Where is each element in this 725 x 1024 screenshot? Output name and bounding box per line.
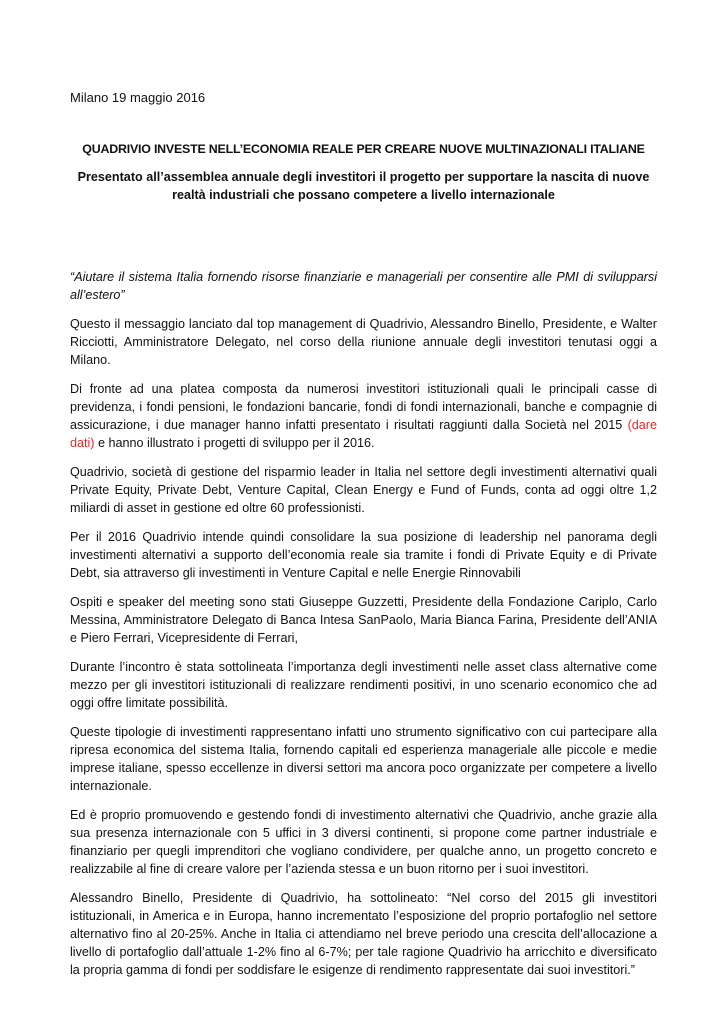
paragraph-8: Ed è proprio promuovendo e gestendo fondi di investimento alternativi che Quadrivio, anche grazie alla sua presenza internazionale con 5 uffici in 3 diversi continenti, si propone come partner industriale e finanziario per quegli imprenditori che vogliano condividere, per qualche anno, un progetto concreto e realizzabile al fine di creare valore per l’azienda stessa e un buon ritorno per i suoi investitori.: [70, 808, 657, 876]
document-body: [70, 268, 657, 990]
paragraph-2: [70, 380, 657, 452]
paragraph-9: Alessandro Binello, Presidente di Quadrivio, ha sottolineato: “Nel corso del 2015 gli investitori istituzionali, in America e in Europa, hanno incrementato l’esposizione del proprio portafoglio nel settore alternativo fino al 20-25%. Anche in Italia ci attendiamo nel breve periodo una crescita dell’allocazione a livello di portafoglio dall’attuale 1-2% fino al 6-7%; per tale ragione Quadrivio ha arricchito e diversificato la propria gamma di fondi per soddisfare le esigenze di rendimento rappresentate dai suoi investitori.”: [70, 891, 657, 977]
headline: QUADRIVIO INVESTE NELL’ECONOMIA REALE PER CREARE NUOVE MULTINAZIONALI ITALIANE: [82, 142, 645, 156]
paragraph-3: Quadrivio, società di gestione del risparmio leader in Italia nel settore degli investimenti alternativi quali Private Equity, Private Debt, Venture Capital, Clean Energy e Fund of Funds, conta ad oggi oltre 1,2 miliardi di asset in gestione ed oltre 60 professionisti.: [70, 465, 657, 515]
paragraph-1: Questo il messaggio lanciato dal top management di Quadrivio, Alessandro Binello, Presidente, e Walter Ricciotti, Amministratore Delegato, nel corso della riunione annuale degli investitori tenutasi oggi a Milano.: [70, 317, 657, 367]
paragraph-2-text-start: Di fronte ad una platea composta da numerosi investitori istituzionali quali le principali casse di previdenza, i fondi pensioni, le fondazioni bancarie, fondi di fondi internazionali, banche e compagnie di assicurazione, i due manager hanno infatti presentato i risultati raggiunti dalla Società nel 2015: [70, 382, 657, 432]
subheadline: Presentato all’assemblea annuale degli investitori il progetto per supportare la nascita di nuove realtà industriali che possano competere a livello internazionale: [77, 170, 650, 202]
paragraph-5: Ospiti e speaker del meeting sono stati Giuseppe Guzzetti, Presidente della Fondazione Cariplo, Carlo Messina, Amministratore Delegato di Banca Intesa SanPaolo, Maria Bianca Farina, Presidente dell’ANIA e Piero Ferrari, Vicepresidente di Ferrari,: [70, 595, 657, 645]
dateline: Milano 19 maggio 2016: [70, 90, 206, 105]
paragraph-6: Durante l’incontro è stata sottolineata l’importanza degli investimenti nelle asset class alternative come mezzo per gli investitori istituzionali di realizzare rendimenti positivi, in uno scenario economico che ad oggi offre limitate possibilità.: [70, 660, 657, 710]
opening-quote: “Aiutare il sistema Italia fornendo risorse finanziarie e manageriali per consentire alle PMI di svilupparsi all’estero”: [70, 270, 657, 302]
paragraph-7: Queste tipologie di investimenti rappresentano infatti uno strumento significativo con cui partecipare alla ripresa economica del sistema Italia, fornendo capitali ed esperienza manageriale alle piccole e medie imprese italiane, spesso eccellenze in diversi settori ma ancora poco organizzate per competere a livello internazionale.: [70, 725, 657, 793]
paragraph-2-highlight: (dare dati): [70, 418, 657, 450]
paragraph-2-text-end: e hanno illustrato i progetti di sviluppo per il 2016.: [94, 436, 375, 450]
paragraph-4: Per il 2016 Quadrivio intende quindi consolidare la sua posizione di leadership nel panorama degli investimenti alternativi a supporto dell’economia reale sia tramite i fondi di Private Equity e di Private Debt, sia attraverso gli investimenti in Venture Capital e nelle Energie Rinnovabili: [70, 530, 657, 580]
